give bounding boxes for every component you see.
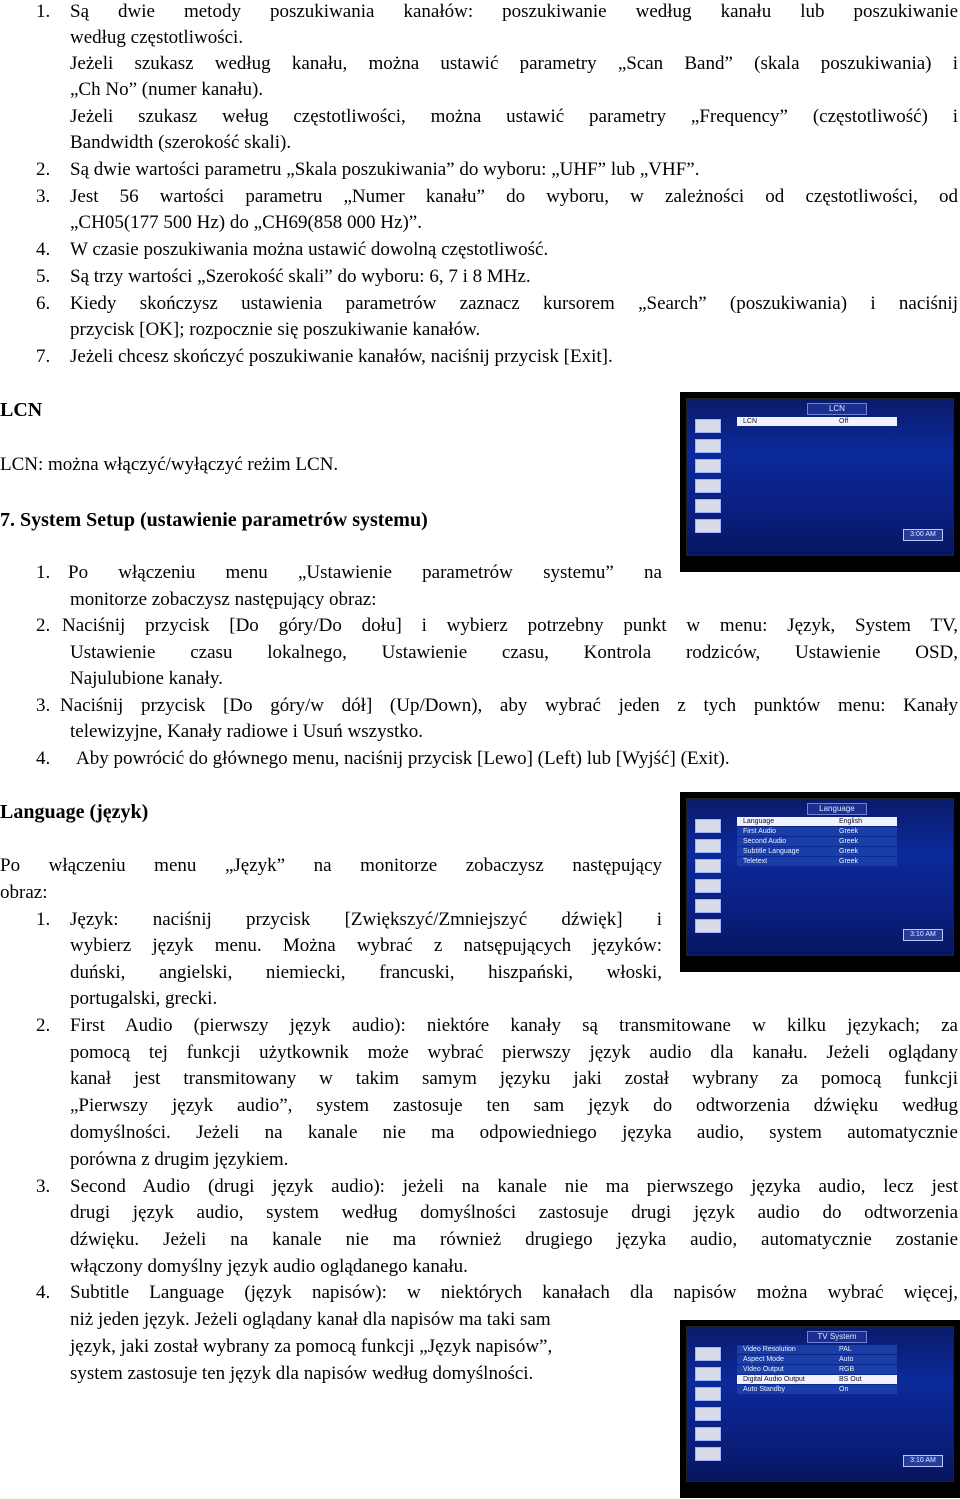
menu-row-label: Auto Standby — [743, 1386, 786, 1393]
list-number: 2. — [36, 1015, 51, 1036]
section-heading-language: Language (język) — [0, 801, 149, 823]
paragraph-line: Naciśnij przycisk [Do góry/w dół] (Up/Down), aby wybrać jeden z tych punktów menu: Kanały — [60, 695, 958, 716]
screen-rows — [737, 1345, 897, 1395]
list-number: 3. — [36, 186, 51, 207]
menu-row-value: Off — [839, 418, 849, 425]
paragraph-line: porówna z drugim językiem. — [70, 1149, 289, 1170]
menu-row-label: LCN — [743, 418, 758, 425]
screen-title: Language — [807, 803, 868, 815]
menu-row-label: Aspect Mode — [743, 1356, 784, 1363]
menu-row — [737, 1385, 897, 1394]
menu-row — [737, 827, 897, 836]
paragraph-line: Aby powrócić do głównego menu, naciśnij przycisk [Lewo] (Left) lub [Wyjść] (Exit). — [76, 748, 730, 769]
paragraph-line: telewizyjne, Kanały radiowe i Usuń wszystko. — [70, 721, 423, 742]
section-heading-system-setup: 7. System Setup (ustawienie parametrów systemu) — [0, 509, 428, 531]
menu-row-label: Second Audio — [743, 838, 787, 845]
screen-title: TV System — [807, 1331, 868, 1343]
menu-row-label: Subtitle Language — [743, 848, 800, 855]
paragraph-line: W czasie poszukiwania można ustawić dowolną częstotliwość. — [70, 239, 549, 260]
menu-row — [737, 1355, 897, 1364]
paragraph-line: Bandwidth (szerokość skali). — [70, 132, 292, 153]
paragraph-line: LCN: można włączyć/wyłączyć reżim LCN. — [0, 454, 339, 475]
menu-side-icons — [695, 819, 725, 939]
paragraph-line: Język: naciśnij przycisk [Zwiększyć/Zmniejszyć dźwięk] i — [70, 909, 662, 930]
menu-row — [737, 417, 897, 426]
paragraph-line: „Ch No” (numer kanału). — [70, 79, 264, 100]
paragraph-line: duński, angielski, niemiecki, francuski, hiszpański, włoski, — [70, 962, 662, 983]
paragraph-line: kanał jest transmitowany w takim samym języku jaki został wybrany za pomocą funkcji — [70, 1068, 958, 1089]
screen-clock: 3:00 AM — [903, 529, 943, 541]
screen-rows — [737, 417, 897, 427]
menu-row-label: Video Resolution — [743, 1346, 796, 1353]
list-number: 7. — [36, 346, 51, 367]
menu-side-icons — [695, 1347, 725, 1467]
paragraph-line: Jeżeli szukasz weług częstotliwości, można ustawić parametry „Frequency” (częstotliwość) i — [70, 106, 958, 127]
list-number: 4. — [36, 239, 51, 260]
paragraph-line: włączony domyślny język audio oglądanego kanału. — [70, 1256, 468, 1277]
paragraph-line: Najulubione kanały. — [70, 668, 223, 689]
paragraph-line: niż jeden język. Jeżeli oglądany kanał dla napisów ma taki sam — [70, 1309, 551, 1330]
menu-row — [737, 1375, 897, 1384]
paragraph-line: Kiedy skończysz ustawienia parametrów zaznacz kursorem „Search” (poszukiwania) i naciśnij — [70, 293, 958, 314]
list-number: 1. — [36, 562, 51, 583]
paragraph-line: drugi język audio, system według domyślności zastosuje drugi język audio do odtworzenia — [70, 1202, 958, 1223]
paragraph-line: Po włączeniu menu „Język” na monitorze zobaczysz następujący — [0, 855, 662, 876]
menu-row-value: Greek — [839, 838, 859, 845]
paragraph-line: Second Audio (drugi język audio): jeżeli na kanale nie ma pierwszego języka audio, lecz jest — [70, 1176, 958, 1197]
paragraph-line: „Pierwszy język audio”, system zastosuje ten sam język do odtworzenia dźwięku według — [70, 1095, 958, 1116]
list-number: 2. — [36, 615, 51, 636]
paragraph-line: First Audio (pierwszy język audio): niektóre kanały są transmitowane w kilku językach; za — [70, 1015, 958, 1036]
paragraph-line: system zastosuje ten język dla napisów według domyślności. — [70, 1363, 534, 1384]
paragraph-line: domyślności. Jeżeli na kanale nie ma odpowiedniego języka audio, system automatycznie — [70, 1122, 958, 1143]
menu-row-value: English — [839, 818, 862, 825]
list-number: 1. — [36, 909, 51, 930]
menu-row-value: Greek — [839, 858, 859, 865]
menu-row — [737, 847, 897, 856]
menu-row-value: On — [839, 1386, 849, 1393]
paragraph-line: Jest 56 wartości parametru „Numer kanału” do wyboru, w zależności od częstotliwości, od — [70, 186, 958, 207]
screen-title: LCN — [807, 403, 868, 415]
paragraph-line: Po włączeniu menu „Ustawienie parametrów systemu” na — [68, 562, 662, 583]
menu-row — [737, 1345, 897, 1354]
paragraph-line: Jeżeli szukasz według kanału, można ustawić parametry „Scan Band” (skala poszukiwania) i — [70, 53, 958, 74]
paragraph-line: pomocą tej funkcji użytkownik może wybrać pierwszy język audio dla kanału. Jeżeli oglądany — [70, 1042, 958, 1063]
paragraph-line: Ustawienie czasu lokalnego, Ustawienie czasu, Kontrola rodziców, Ustawienie OSD, — [70, 642, 958, 663]
menu-row — [737, 817, 897, 826]
menu-row — [737, 837, 897, 846]
paragraph-line: Są trzy wartości „Szerokość skali” do wyboru: 6, 7 i 8 MHz. — [70, 266, 531, 287]
paragraph-line: wybierz język menu. Można wybrać z natsępujących języków: — [70, 935, 662, 956]
tv-screenshot-language — [680, 792, 960, 972]
paragraph-line: Są dwie wartości parametru „Skala poszukiwania” do wyboru: „UHF” lub „VHF”. — [70, 159, 700, 180]
paragraph-line: monitorze zobaczysz następujący obraz: — [70, 589, 377, 610]
menu-row-value: Greek — [839, 828, 859, 835]
paragraph-line: „CH05(177 500 Hz) do „CH69(858 000 Hz)”. — [70, 212, 422, 233]
menu-row — [737, 857, 897, 866]
section-heading-lcn: LCN — [0, 399, 43, 421]
paragraph-line: dźwięku. Jeżeli na kanale nie ma również drugiego języka audio, automatycznie zostanie — [70, 1229, 958, 1250]
menu-row-label: Language — [743, 818, 775, 825]
menu-row-label: First Audio — [743, 828, 777, 835]
paragraph-line: Subtitle Language (język napisów): w niektórych kanałach dla napisów można wybrać więcej, — [70, 1282, 958, 1303]
list-number: 5. — [36, 266, 51, 287]
paragraph-line: język, jaki został wybrany za pomocą funkcji „Język napisów”, — [70, 1336, 553, 1357]
menu-row-label: Teletext — [743, 858, 768, 865]
list-number: 6. — [36, 293, 51, 314]
menu-row-value: Auto — [839, 1356, 854, 1363]
screen-rows — [737, 817, 897, 867]
menu-row-value: RGB — [839, 1366, 855, 1373]
list-number: 3. — [36, 695, 51, 716]
menu-row-label: Digital Audio Output — [743, 1376, 805, 1383]
menu-side-icons — [695, 419, 725, 539]
tv-screenshot-lcn — [680, 392, 960, 572]
menu-row-label: Video Output — [743, 1366, 784, 1373]
paragraph-line: Naciśnij przycisk [Do góry/Do dołu] i wybierz potrzebny punkt w menu: Język, System TV, — [62, 615, 958, 636]
list-number: 3. — [36, 1176, 51, 1197]
tv-screenshot-tv-system — [680, 1320, 960, 1498]
paragraph-line: obraz: — [0, 882, 48, 903]
menu-row-value: PAL — [839, 1346, 852, 1353]
screen-clock: 3:10 AM — [903, 1455, 943, 1467]
screen-clock: 3:10 AM — [903, 929, 943, 941]
list-number: 2. — [36, 159, 51, 180]
list-number: 4. — [36, 748, 51, 769]
menu-row-value: BS Out — [839, 1376, 862, 1383]
menu-row-value: Greek — [839, 848, 859, 855]
paragraph-line: przycisk [OK]; rozpocznie się poszukiwanie kanałów. — [70, 319, 481, 340]
paragraph-line: Jeżeli chcesz skończyć poszukiwanie kanałów, naciśnij przycisk [Exit]. — [70, 346, 613, 367]
paragraph-line: według częstotliwości. — [70, 27, 244, 48]
list-number: 4. — [36, 1282, 51, 1303]
menu-row — [737, 1365, 897, 1374]
list-number: 1. — [36, 1, 51, 22]
paragraph-line: Są dwie metody poszukiwania kanałów: poszukiwanie według kanału lub poszukiwanie — [70, 1, 958, 22]
paragraph-line: portugalski, grecki. — [70, 988, 218, 1009]
